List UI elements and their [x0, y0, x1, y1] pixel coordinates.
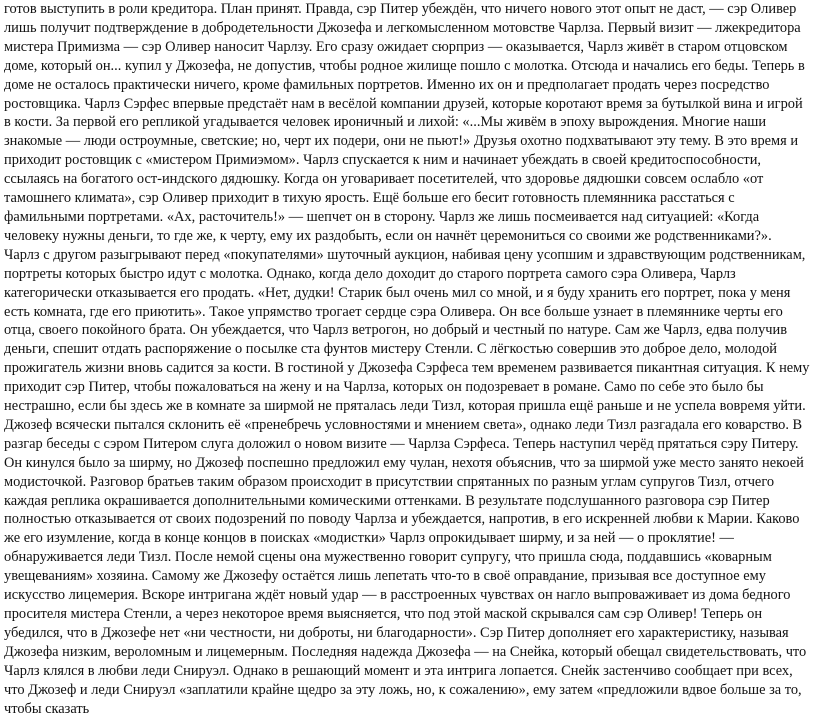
body-paragraph: готов выступить в роли кредитора. План принят. Правда, сэр Питер убеждён, что ничего нового этот опыт не даст, — сэр Оливер лишь получит подтверждение в добродетельности Джозефа и легкомысленном мотовстве Чарлза. Первый визит — лжекредитора мистера Примизма — сэр Оливер наносит Чарлзу. Его сразу ожидает сюрприз — оказывается, Чарлз живёт в старом отцовском доме, который он... купил у Джозефа, не допустив, чтобы родное жилище пошло с молотка. Отсюда и начались его беды. Теперь в доме не осталось практически ничего, кроме фамильных портретов. Именно их он и предполагает продать через посредство ростовщика. Чарлз Сэрфес впервые предстаёт нам в весёлой компании друзей, которые коротают время за бутылкой вина и игрой в кости. За первой его репликой угадывается человек ироничный и лихой: «...Мы живём в эпоху вырождения. Многие наши знакомые — люди остроумные, светские; но, черт их подери, они не пьют!» Друзья охотно подхватывают эту тему. В это время и приходит ростовщик с «мистером Примиэмом». Чарлз спускается к ним и начинает убеждать в своей кредитоспособности, ссылаясь на богатого ост-индского дядюшку. Когда он уговаривает посетителей, что здоровье дядюшки совсем ослабло «от тамошнего климата», сэр Оливер приходит в тихую ярость. Ещё больше его бесит готовность племянника расстаться с фамильными портретами. «Ах, расточитель!» — шепчет он в сторону. Чарлз же лишь посмеивается над ситуацией: «Когда человеку нужны деньги, то где же, к черту, ему их раздобыть, если он начнёт церемониться со своими же родственниками?». Чарлз с другом разыгрывают перед «покупателями» шуточный аукцион, набивая цену усопшим и здравствующим родственникам, портреты которых быстро идут с молотка. Однако, когда дело доходит до старого портрета самого сэра Оливера, Чарлз категорически отказывается его продать. «Нет, дудки! Старик был очень мил со мной, и я буду хранить его портрет, пока у меня есть комната, где его приютить». Такое упрямство трогает сердце сэра Оливера. Он все больше узнает в племяннике черты его отца, своего покойного брата. Он убеждается, что Чарлз ветрогон, но добрый и честный по натуре. Сам же Чарлз, едва получив деньги, спешит отдать распоряжение о посылке ста фунтов мистеру Стенли. С лёгкостью совершив это доброе дело, молодой прожигатель жизни вновь садится за кости. В гостиной у Джозефа Сэрфеса тем временем развивается пикантная ситуация. К нему приходит сэр Питер, чтобы пожаловаться на жену и на Чарлза, которых он подозревает в романе. Само по себе это было бы нестрашно, если бы здесь же в комнате за ширмой не пряталась леди Тизл, которая пришла ещё раньше и не успела вовремя уйти. Джозеф всячески пытался склонить её «пренебречь условностями и мнением света», однако леди Тизл разгадала его коварство. В разгар беседы с сэром Питером слуга доложил о новом визите — Чарлза Сэрфеса. Теперь наступил черёд прятаться сэру Питеру. Он кинулся было за ширму, но Джозеф поспешно предложил ему чулан, нехотя объяснив, что за ширмой уже место занято некоей модисточкой. Разговор братьев таким образом происходит в присутствии спрятанных по разным углам супругов Тизл, отчего каждая реплика окрашивается дополнительными комическими оттенками. В результате подслушанного разговора сэр Питер полностью отказывается от своих подозрений по поводу Чарлза и убеждается, напротив, в его искренней любви к Марии. Каково же его изумление, когда в конце концов в поисках «модистки» Чарлз опрокидывает ширму, и за ней — о проклятие! — обнаруживается леди Тизл. После немой сцены она мужественно говорит супругу, что пришла сюда, поддавшись «коварным увещеваниям» хозяина. Самому же Джозефу остаётся лишь лепетать что-то в своё оправдание, призывая все доступное ему искусство лицемерия. Вскоре интригана ждёт новый удар — в расстроенных чувствах он нагло выпроваживает из дома бедного просителя мистера Стенли, а через некоторое время выясняется, что под этой маской скрывался сам сэр Оливер! Теперь он убедился, что в Джозефе нет «ни честности, ни доброты, ни благодарности». Сэр Питер дополняет его характеристику, называя Джозефа низким, вероломным и лицемерным. Последняя надежда Джозефа — на Снейка, который обещал свидетельствовать, что Чарлз клялся в любви леди Снируэл. Однако в решающий момент и эта интрига лопается. Снейк застенчиво сообщает при всех, что Джозеф и леди Снируэл «заплатили крайне щедро за эту ложь, но, к сожалению», ему затем «предложили вдвое больше за то, чтобы сказать	[4, 1, 810, 717]
